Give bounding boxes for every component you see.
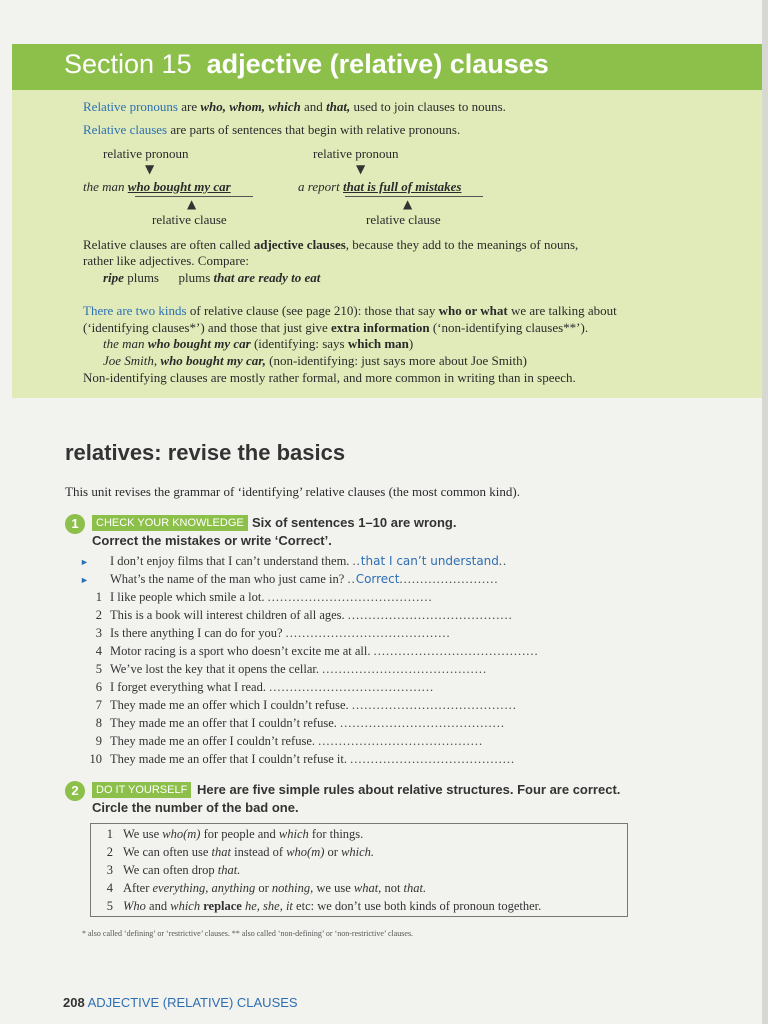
footnote: * also called ‘defining’ or ‘restrictive’ clauses. ** also called ‘non-defining’ or ‘non-restrictive’ clauses. bbox=[82, 929, 414, 938]
arrow-down-icon: ▼ bbox=[145, 162, 155, 176]
diagram-label-pronoun-1: relative pronoun bbox=[103, 146, 189, 161]
exercise-item: 5 We’ve lost the key that it opens the cellar. ........................................ bbox=[95, 662, 488, 676]
diagram-label-clause-2: relative clause bbox=[366, 212, 441, 227]
exercise2-instruction-2: Circle the number of the bad one. bbox=[92, 800, 299, 815]
arrow-up-icon: ▲ bbox=[187, 197, 197, 211]
rule-item[interactable]: 3 We can often drop that. bbox=[106, 863, 241, 877]
kinds-example-1: the man who bought my car (identifying: says which man) bbox=[103, 336, 414, 351]
arrow-up-icon: ▲ bbox=[403, 197, 413, 211]
section-heading: adjective (relative) clauses bbox=[206, 49, 549, 79]
page-edge bbox=[762, 0, 768, 1024]
rule-item[interactable]: 4 After everything, anything or nothing, we use what, not that. bbox=[106, 881, 427, 895]
section-label: Section 15 bbox=[64, 49, 192, 79]
unit-intro: This unit revises the grammar of ‘identifying’ relative clauses (the most common kind). bbox=[65, 484, 520, 499]
adjective-line-1: Relative clauses are often called adjective clauses, because they add to the meanings of nouns, bbox=[83, 237, 579, 252]
answer-blank[interactable]: ........................................ bbox=[373, 644, 539, 658]
exercise-item: 1 I like people which smile a lot. ........................................ bbox=[95, 590, 433, 604]
handwritten-answer: that I can’t understand bbox=[360, 554, 499, 568]
example-row: ► What’s the name of the man who just came in? ..Correct........................ bbox=[80, 572, 499, 586]
answer-blank[interactable]: ........................................ bbox=[350, 752, 516, 766]
answer-blank[interactable]: ........................................ bbox=[322, 662, 488, 676]
do-it-yourself-tag: DO IT YOURSELF bbox=[92, 782, 191, 798]
exercise-number-1: 1 bbox=[65, 514, 85, 534]
diagram-label-clause-1: relative clause bbox=[152, 212, 227, 227]
intro-line-1: Relative pronouns are who, whom, which and that, used to join clauses to nouns. bbox=[83, 99, 506, 114]
running-title: ADJECTIVE (RELATIVE) CLAUSES bbox=[87, 995, 298, 1010]
unit-heading: relatives: revise the basics bbox=[65, 440, 346, 465]
exercise-item: 3 Is there anything I can do for you? ........................................ bbox=[95, 626, 451, 640]
exercise-item: 4 Motor racing is a sport who doesn’t excite me at all. ........................................ bbox=[95, 644, 539, 658]
exercise-item: 6 I forget everything what I read. ........................................ bbox=[95, 680, 435, 694]
exercise-number-2: 2 bbox=[65, 781, 85, 801]
exercise2-instruction-1: Here are five simple rules about relative structures. Four are correct. bbox=[197, 782, 621, 797]
rules-box bbox=[90, 823, 628, 917]
clause-underline-2 bbox=[345, 196, 483, 197]
section-title bbox=[64, 49, 549, 80]
exercise-item: 2 This is a book will interest children of all ages. ........................................ bbox=[95, 608, 513, 622]
answer-blank[interactable]: ........................................ bbox=[340, 716, 506, 730]
kinds-line-5: Non-identifying clauses are mostly rather formal, and more common in writing than in speech. bbox=[83, 370, 576, 385]
answer-blank[interactable]: ........................................ bbox=[318, 734, 484, 748]
arrow-down-icon: ▼ bbox=[356, 162, 366, 176]
diagram-example-1: the man who bought my car bbox=[83, 179, 231, 194]
diagram-label-pronoun-2: relative pronoun bbox=[313, 146, 399, 161]
kinds-example-2: Joe Smith, who bought my car, (non-identifying: just says more about Joe Smith) bbox=[103, 353, 527, 368]
diagram-example-2: a report that is full of mistakes bbox=[298, 179, 462, 194]
answer-blank[interactable]: ........................................ bbox=[351, 698, 517, 712]
term-relative-clauses: Relative clauses bbox=[83, 122, 168, 137]
rule-item[interactable]: 5 Who and which replace he, she, it etc: we don’t use both kinds of pronoun together. bbox=[106, 899, 542, 913]
term-relative-pronouns: Relative pronouns bbox=[83, 99, 178, 114]
example-marker-icon: ► bbox=[80, 575, 89, 585]
example-row: ► I don’t enjoy films that I can’t understand them. ..that I can’t understand.. bbox=[80, 554, 508, 568]
kinds-line-1: There are two kinds of relative clause (see page 210): those that say who or what we are talking about bbox=[83, 303, 617, 318]
exercise1-instruction-2: Correct the mistakes or write ‘Correct’. bbox=[92, 533, 332, 548]
section-title-bar bbox=[12, 44, 762, 90]
exercise-item: 8 They made me an offer that I couldn’t refuse. ........................................ bbox=[95, 716, 506, 730]
intro-line-2: Relative clauses are parts of sentences that begin with relative pronouns. bbox=[83, 122, 461, 137]
exercise-item: 7 They made me an offer which I couldn’t refuse. ........................................ bbox=[95, 698, 517, 712]
kinds-line-2: (‘identifying clauses*’) and those that just give extra information (‘non-identifying clauses**’). bbox=[83, 320, 589, 335]
example-marker-icon: ► bbox=[80, 557, 89, 567]
check-knowledge-tag: CHECK YOUR KNOWLEDGE bbox=[92, 515, 248, 531]
page-number: 208 bbox=[63, 995, 85, 1010]
adjective-compare: ripe plums plums that are ready to eat bbox=[103, 270, 321, 285]
answer-blank[interactable]: ........................................ bbox=[267, 590, 433, 604]
adjective-line-2: rather like adjectives. Compare: bbox=[83, 253, 250, 268]
exercise1-instruction-1: Six of sentences 1–10 are wrong. bbox=[252, 515, 457, 530]
handwritten-answer: Correct bbox=[355, 572, 400, 586]
exercise-item: 10 They made me an offer that I couldn’t refuse it. ........................................ bbox=[89, 752, 516, 766]
answer-blank[interactable]: ........................................ bbox=[285, 626, 451, 640]
answer-blank[interactable]: ........................................ bbox=[269, 680, 435, 694]
rule-item[interactable]: 1 We use who(m) for people and which for things. bbox=[106, 827, 364, 841]
rule-item[interactable]: 2 We can often use that instead of who(m) or which. bbox=[106, 845, 375, 859]
answer-blank[interactable]: ........................................ bbox=[347, 608, 513, 622]
exercise-item: 9 They made me an offer I couldn’t refuse. ........................................ bbox=[95, 734, 484, 748]
page-footer bbox=[63, 995, 298, 1010]
